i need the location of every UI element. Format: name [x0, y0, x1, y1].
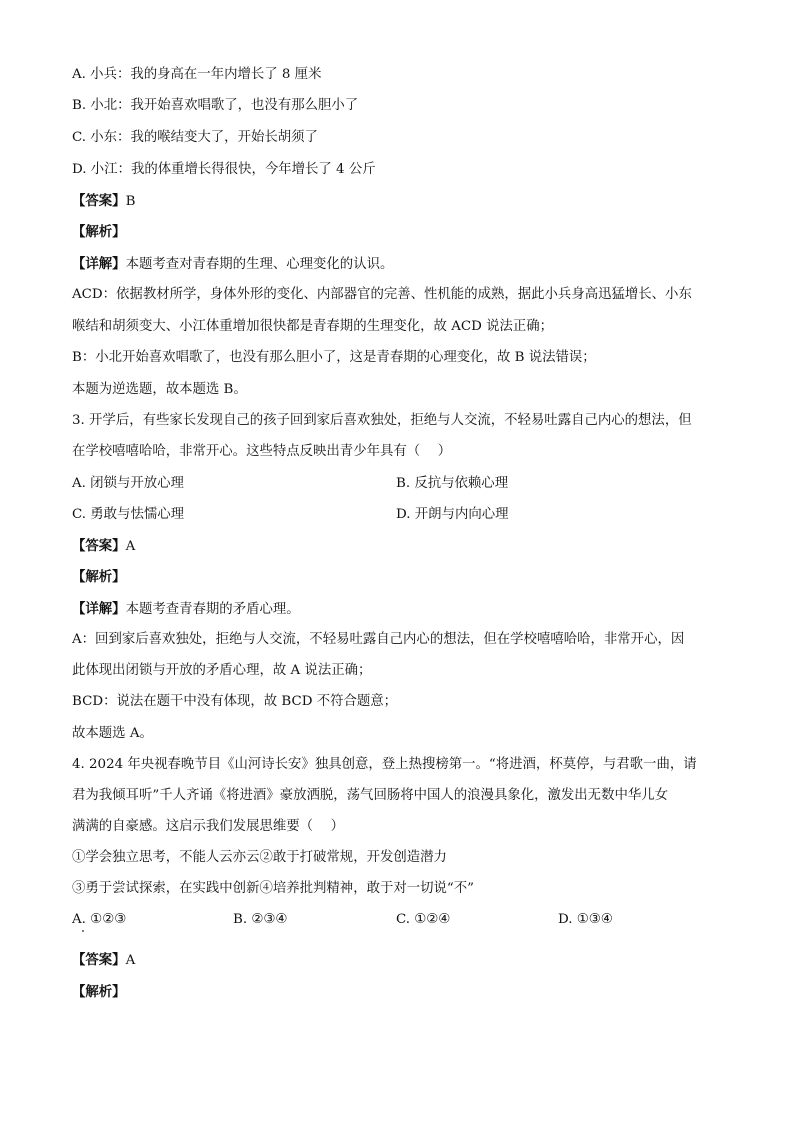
answer-value: B [125, 194, 136, 209]
q2-option-d: D. 小江：我的体重增长得很快，今年增长了 4 公斤 [72, 162, 376, 177]
q4-analysis-label: 【解析】 [72, 984, 126, 1000]
q2-explain-line4: 本题为逆选题，故本题选 B。 [72, 382, 247, 397]
q3-option-b: B. 反抗与依赖心理 [396, 476, 509, 491]
q3-explain-line1: A：回到家后喜欢独处，拒绝与人交流，不轻易吐露自己内心的想法，但在学校嘻嘻哈哈，非常开心，因 [72, 632, 685, 647]
q2-explain-line3: B：小北开始喜欢唱歌了，也没有那么胆小了，这是青春期的心理变化，故 B 说法错误； [72, 350, 596, 365]
q3-option-c: C. 勇敢与怯懦心理 [72, 507, 185, 522]
answer-label: 【答案】 [72, 193, 126, 209]
q2-detail [72, 255, 393, 274]
q2-explain-line2: 喉结和胡须变大、小江体重增加很快都是青春期的生理变化，故 ACD 说法正确； [72, 319, 554, 334]
q3-option-a: A. 闭锁与开放心理 [72, 476, 184, 491]
q3-option-d: D. 开朗与内向心理 [396, 507, 509, 522]
q4-answer [72, 951, 135, 970]
detail-text: 本题考查青春期的矛盾心理。 [125, 602, 300, 617]
q2-option-b: B. 小北：我开始喜欢唱歌了，也没有那么胆小了 [72, 98, 359, 113]
q4-option-b: B. ②③④ [233, 912, 288, 927]
stray-dot [82, 930, 84, 932]
q4-option-a: A. ①②③ [72, 912, 127, 927]
answer-label: 【答案】 [72, 952, 126, 968]
q2-option-c: C. 小东：我的喉结变大了，开始长胡须了 [72, 130, 318, 145]
q3-explain-line2: 此体现出闭锁与开放的矛盾心理，故 A 说法正确； [72, 663, 372, 678]
q2-answer [72, 192, 135, 211]
q4-item-line2: ③勇于尝试探索，在实践中创新④培养批判精神，敢于对一切说“不” [72, 881, 475, 896]
q4-option-d: D. ①③④ [558, 912, 613, 927]
q3-explain-line3: BCD：说法在题干中没有体现，故 BCD 不符合题意； [72, 694, 398, 709]
q3-stem-line1: 3. 开学后，有些家长发现自己的孩子回到家后喜欢独处，拒绝与人交流，不轻易吐露自己内心的想法，但 [72, 413, 692, 428]
q3-answer [72, 537, 135, 556]
answer-label: 【答案】 [72, 538, 126, 554]
q2-option-a: A. 小兵：我的身高在一年内增长了 8 厘米 [72, 67, 322, 82]
detail-text: 本题考查对青春期的生理、心理变化的认识。 [125, 257, 394, 272]
answer-value: A [125, 953, 136, 968]
answer-value: A [125, 539, 136, 554]
detail-label: 【详解】 [72, 601, 126, 617]
q3-explain-line4: 故本题选 A。 [72, 726, 153, 741]
q3-analysis-label: 【解析】 [72, 569, 126, 585]
q4-option-c: C. ①②④ [396, 912, 451, 927]
q4-item-line1: ①学会独立思考，不能人云亦云②敢于打破常规，开发创造潜力 [72, 850, 447, 865]
q2-analysis-label: 【解析】 [72, 224, 126, 240]
q4-stem-line3: 满满的自豪感。这启示我们发展思维要（ ） [72, 819, 345, 834]
q4-stem-line1: 4. 2024 年央视春晚节目《山河诗长安》独具创意，登上热搜榜第一。“将进酒，杯莫停，与君歌一曲，请 [72, 757, 697, 772]
detail-label: 【详解】 [72, 256, 126, 272]
q3-stem-line2: 在学校嘻嘻哈哈，非常开心。这些特点反映出青少年具有（ ） [72, 444, 452, 459]
q3-detail [72, 600, 300, 619]
q4-stem-line2: 君为我倾耳听”千人齐诵《将进酒》豪放洒脱，荡气回肠将中国人的浪漫具象化，激发出无数中华儿女 [72, 788, 669, 803]
q2-explain-line1: ACD：依据教材所学，身体外形的变化、内部器官的完善、性机能的成熟，据此小兵身高迅猛增长、小东 [72, 287, 692, 302]
